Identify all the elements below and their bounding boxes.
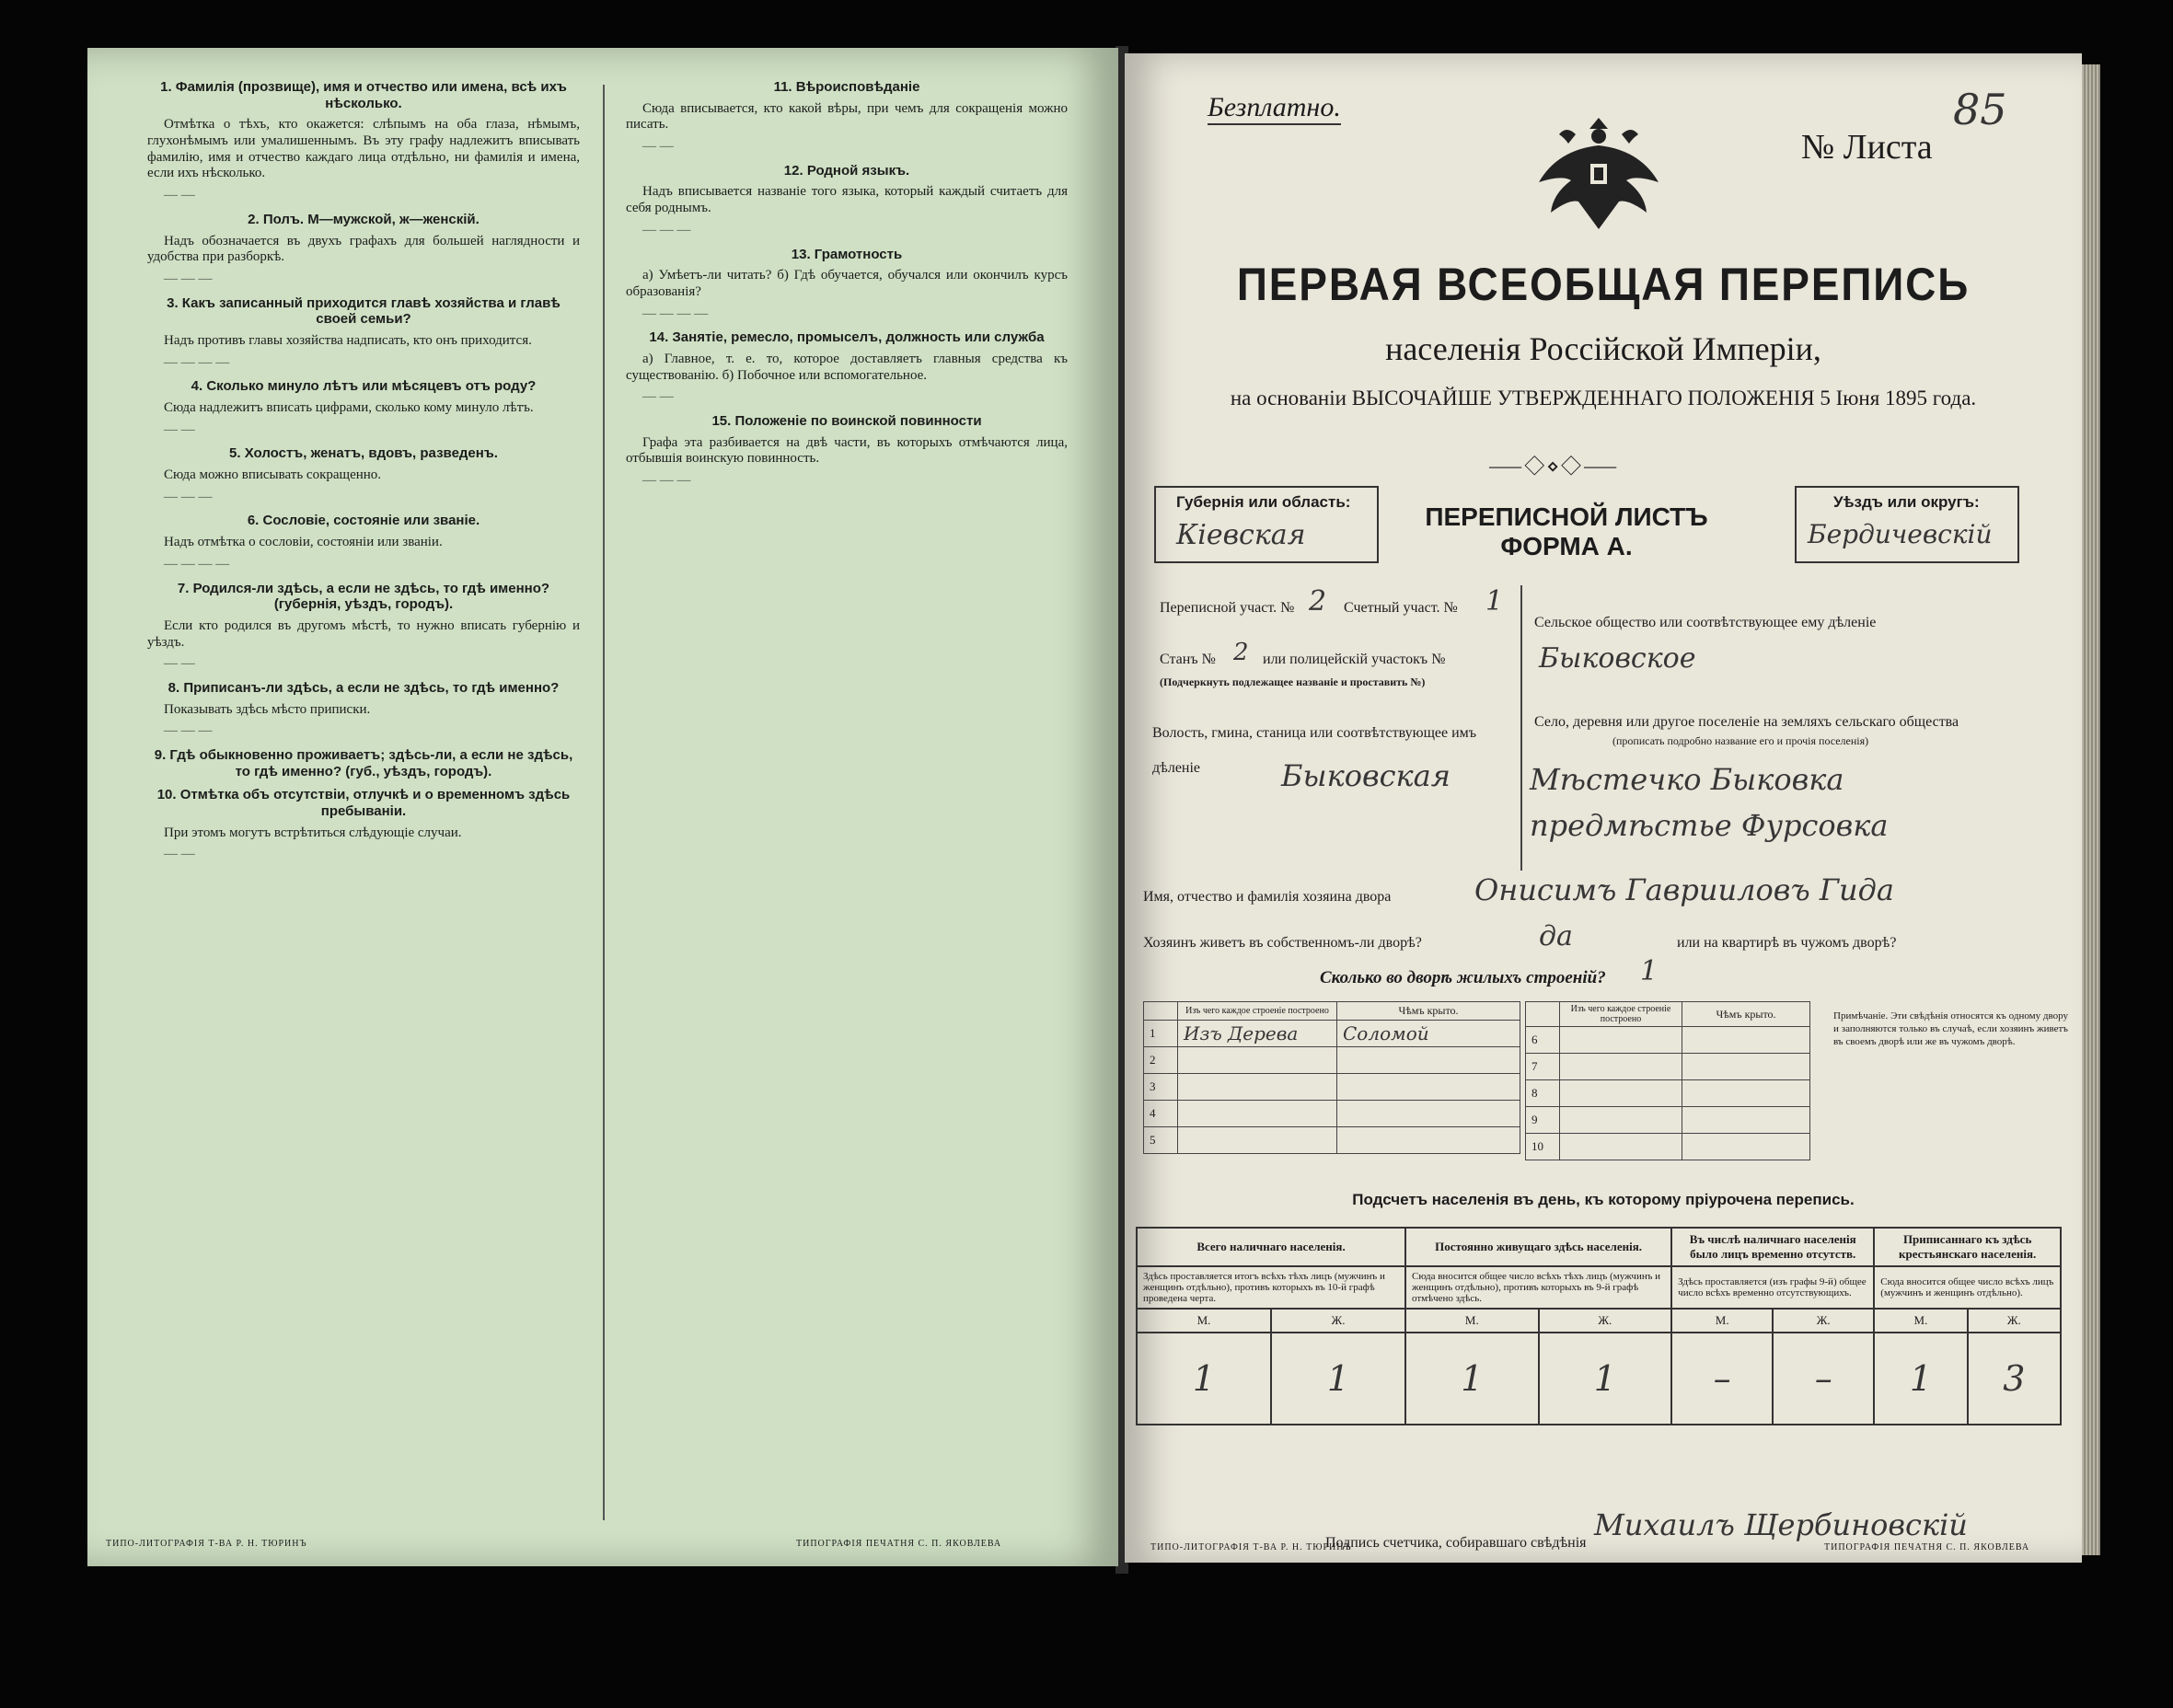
section-fine-print: — — — [642,473,691,489]
section-fine-print: — — — — [164,354,230,370]
section-text: Сюда можно вписывать сокращенно. [164,467,382,483]
building-row [1144,1074,1520,1101]
counting-section-value: 1 [1485,585,1504,617]
section-heading: 1. Фамилія (прозвище), имя и отчество или имена, всѣ ихъ нѣсколько. [160,79,567,111]
building-material [1560,1107,1682,1134]
section-heading: 13. Грамотность [791,246,903,262]
section-heading: 15. Положеніе по воинской повинности [711,413,982,429]
section-text: Надъ отмѣтка о сословіи, состояніи или званіи. [164,535,443,550]
section-fine-print: — — [164,847,195,862]
lives-label: Хозяинъ живетъ въ собственномъ-ли дворѣ? [1143,935,1422,951]
rural-society-value: Быковское [1539,642,1696,675]
pop-column-header: Постоянно живущаго здѣсь населенія. [1405,1228,1671,1266]
pop-column-description: Здѣсь проставляется итогъ всѣхъ тѣхъ лицъ (мужчинъ и женщинъ отдѣльно), противъ которыхъ въ 10-й графѣ проведена черта. [1137,1266,1405,1309]
building-row [1526,1134,1810,1160]
section-text: Надъ обозначается въ двухъ графахъ для большей наглядности и удобства при разборкѣ. [147,233,580,265]
printer-footer-left-2: ТИПО-ЛИТОГРАФІЯ Т-ВА Р. Н. ТЮРИНЪ [1150,1542,1352,1552]
section-heading: 5. Холостъ, женатъ, вдовъ, разведенъ. [229,445,498,462]
section-heading: 14. Занятіе, ремесло, промыселъ, должность или служба [649,329,1045,346]
section-text: а) Главное, т. е. то, которое доставляетъ главныя средства къ существованію. б) Побочное или вспомогательное. [626,351,1068,383]
section-text: Отмѣтка о тѣхъ, кто окажется: слѣпымъ на оба глаза, нѣмымъ, глухонѣмымъ или умалишеннымъ. Въ эту графу надлежитъ вписывать фамилію, имя и отчество каждаго лица отдѣльно, ни фамилія и имена, если ихъ нѣсколько. [147,117,580,181]
pop-sex-label: Ж. [1271,1309,1405,1333]
section-heading: 8. Приписанъ-ли здѣсь, а если не здѣсь, то гдѣ именно? [168,679,560,696]
section-text: Сюда вписывается, кто какой вѣры, при чемъ для сокращенія можно писать. [626,100,1068,133]
village-value-1: Мѣстечко Быковка [1530,762,1844,797]
buildings-label: Сколько во дворѣ жилыхъ строеній? [1320,968,1606,987]
section-heading: 11. Вѣроисповѣданіе [773,79,920,95]
double-headed-eagle-icon [1530,109,1668,237]
pop-sex-label: М. [1671,1309,1773,1333]
pop-count-value: 1 [1405,1333,1539,1425]
stan-note: (Подчеркнуть подлежащее названіе и проставить №) [1160,675,1426,688]
pop-sex-label: М. [1874,1309,1967,1333]
building-number: 7 [1526,1054,1560,1080]
building-material [1560,1054,1682,1080]
signature-label: Подпись счетчика, собиравшаго свѣдѣнія [1325,1535,1587,1551]
building-material [1560,1027,1682,1054]
owner-label: Имя, отчество и фамилія хозяина двора [1143,889,1392,905]
section-text: Надъ вписывается названіе того языка, который каждый считаетъ для себя роднымъ. [626,184,1068,216]
lives-alt-label: или на квартирѣ въ чужомъ дворѣ? [1677,935,1897,951]
section-text: Графа эта разбивается на двѣ части, въ которыхъ отмѣчаются лица, отбывшія воинскую повинность. [626,434,1068,467]
building-roof [1682,1054,1810,1080]
building-number: 6 [1526,1027,1560,1054]
pop-count-value: – [1773,1333,1874,1425]
pop-count-value: 1 [1271,1333,1405,1425]
section-heading: 2. Полъ. М—мужской, ж—женскій. [248,211,480,227]
building-material [1560,1134,1682,1160]
population-title: Подсчетъ населенія въ день, къ которому пріурочена перепись. [1352,1191,1855,1208]
bld-header-roof-2: Чѣмъ крыто. [1682,1002,1810,1027]
building-number: 4 [1144,1101,1178,1127]
buildings-note: Примѣчаніе. Эти свѣдѣнія относятся къ одному двору и заполняются только въ случаѣ, если хозяинъ живетъ въ своемъ дворѣ или же въ чужомъ дворѣ. [1833,1010,2068,1047]
section-fine-print: — — — — [164,556,230,571]
buildings-table-left [1143,1001,1520,1154]
volost-value: Быковская [1281,758,1451,793]
census-form-page [1125,53,2082,1563]
column-divider [603,85,605,1520]
building-number: 10 [1526,1134,1560,1160]
bld-header-material-2: Изъ чего каждое строеніе построено [1560,1002,1682,1027]
section-heading: 3. Какъ записанный приходится главѣ хозяйства и главѣ своей семьи? [167,294,561,328]
building-row [1144,1047,1520,1074]
village-value-2: предмѣстье Фурсовка [1530,808,1889,843]
building-row [1526,1054,1810,1080]
building-material [1178,1101,1337,1127]
section-fine-print: — — [164,656,195,672]
printer-footer-right-2: ТИПОГРАФІЯ ПЕЧАТНЯ С. П. ЯКОВЛЕВА [1824,1542,2030,1552]
building-row [1144,1021,1520,1047]
building-number: 5 [1144,1127,1178,1154]
pop-count-value: 1 [1137,1333,1271,1425]
section-text: Сюда надлежитъ вписать цифрами, сколько кому минуло лѣтъ. [164,400,534,415]
buildings-value: 1 [1640,955,1659,987]
section-heading: 6. Сословіе, состояніе или званіе. [247,513,480,529]
bld-header-material: Изъ чего каждое строеніе построено [1178,1002,1337,1021]
section-fine-print: — — — [164,271,213,286]
sheet-type-line2: ФОРМА А. [1500,532,1633,561]
census-section-value: 2 [1309,585,1327,617]
building-roof [1682,1107,1810,1134]
village-note: (прописать подробно название его и прочія поселенія) [1612,734,1869,747]
building-material [1178,1074,1337,1101]
instructions-column-1 [147,72,580,869]
stan-value: 2 [1233,639,1249,666]
buildings-table-right [1525,1001,1810,1160]
pop-sex-label: М. [1405,1309,1539,1333]
section-heading: 12. Родной языкъ. [783,162,910,179]
section-fine-print: — — [642,389,674,405]
section-heading: 9. Гдѣ обыкновенно проживаетъ; здѣсь-ли, а если не здѣсь, то гдѣ именно? (губ., уѣздъ, городъ). [154,747,573,779]
building-roof [1682,1080,1810,1107]
bld-header-roof: Чѣмъ крыто. [1337,1002,1520,1021]
pop-column-header: Въ числѣ наличнаго населенія было лицъ временно отсутств. [1671,1228,1874,1266]
building-row [1526,1107,1810,1134]
stan-label: Станъ № [1160,652,1216,667]
building-number: 8 [1526,1080,1560,1107]
section-text: Надъ противъ главы хозяйства надписать, кто онъ приходится. [164,332,532,348]
section-heading: 4. Сколько минуло лѣтъ или мѣсяцевъ отъ роду? [191,378,537,395]
building-roof: Соломой [1337,1021,1520,1047]
building-number: 3 [1144,1074,1178,1101]
instructions-page [87,48,1118,1566]
section-text: При этомъ могутъ встрѣтиться слѣдующіе случаи. [164,825,462,840]
population-table [1136,1227,2062,1425]
section-heading: 10. Отмѣтка объ отсутствіи, отлучкѣ и о временномъ здѣсь пребываніи. [156,787,571,820]
sheet-type-heading [1392,502,1741,561]
free-label: Безплатно. [1208,92,1341,125]
building-roof [1337,1101,1520,1127]
building-row [1144,1101,1520,1127]
sheet-type-line1: ПЕРЕПИСНОЙ ЛИСТЪ [1425,502,1708,531]
section-text: Если кто родился въ другомъ мѣстѣ, то нужно вписать губернію и уѣздъ. [147,617,580,650]
section-text: Показывать здѣсь мѣсто приписки. [164,701,371,717]
census-basis: на основаніи ВЫСОЧАЙШЕ УТВЕРЖДЕННАГО ПОЛОЖЕНІЯ 5 Іюня 1895 года. [1230,387,1977,410]
instructions-column-2 [626,72,1068,495]
building-material: Изъ Дерева [1178,1021,1337,1047]
owner-value: Онисимъ Гаврииловъ Гида [1474,872,1894,907]
section-fine-print: — — — [164,489,213,504]
province-label: Губернія или область: [1176,493,1351,511]
village-label: Село, деревня или другое поселеніе на земляхъ сельскаго общества [1534,714,1959,730]
building-row [1144,1127,1520,1154]
building-row [1526,1027,1810,1054]
census-subtitle: населенія Россійской Имперіи, [1385,330,1821,367]
counting-section-label: Счетный участ. № [1344,600,1458,616]
printer-footer-right: ТИПОГРАФІЯ ПЕЧАТНЯ С. П. ЯКОВЛЕВА [796,1539,1002,1549]
province-box [1154,486,1379,563]
district-value: Бердичевскій [1808,519,1993,549]
building-roof [1337,1127,1520,1154]
police-label: или полицейскій участокъ № [1263,652,1446,667]
rural-society-label: Сельское общество или соотвѣтствующее ему дѣленіе [1534,615,1877,630]
building-roof [1337,1047,1520,1074]
census-section-label: Переписной участ. № [1160,600,1295,616]
building-material [1178,1047,1337,1074]
pop-sex-label: Ж. [1773,1309,1874,1333]
section-fine-print: — — [164,188,195,203]
building-material [1560,1080,1682,1107]
signature-value: Михаилъ Щербиновскій [1594,1507,1968,1542]
province-value: Кіевская [1176,519,1306,551]
section-text: а) Умѣетъ-ли читать? б) Гдѣ обучается, обучался или окончилъ курсъ образованія? [626,268,1068,299]
sheet-number-value: 85 [1953,85,2007,134]
pop-column-header: Всего наличнаго населенія. [1137,1228,1405,1266]
pop-sex-label: М. [1137,1309,1271,1333]
volost-label: Волость, гмина, станица или соотвѣтствующее имъ дѣленіе [1152,725,1477,777]
ornament-divider: ⸺◇⋄◇⸺ [1488,455,1620,478]
building-row [1526,1080,1810,1107]
census-title: ПЕРВАЯ ВСЕОБЩАЯ ПЕРЕПИСЬ [1236,259,1971,310]
section-heading: 7. Родился-ли здѣсь, а если не здѣсь, то гдѣ именно? (губернія, уѣздъ, городъ). [177,580,550,613]
form-divider [1520,585,1522,871]
page-edges [2082,64,2100,1555]
building-number: 9 [1526,1107,1560,1134]
pop-column-description: Здѣсь проставляется (изъ графы 9-й) общее число всѣхъ временно отсутствующихъ. [1671,1266,1874,1309]
section-fine-print: — — — [164,723,213,739]
building-number: 2 [1144,1047,1178,1074]
pop-column-header: Приписаннаго къ здѣсь крестьянскаго населенія. [1874,1228,2061,1266]
section-fine-print: — — — [642,222,691,237]
building-roof [1337,1074,1520,1101]
pop-count-value: 1 [1539,1333,1672,1425]
building-roof [1682,1134,1810,1160]
pop-count-value: 1 [1874,1333,1967,1425]
section-fine-print: — — [642,139,674,155]
district-label: Уѣздъ или округъ: [1833,493,1980,511]
pop-column-description: Сюда вносится общее число всѣхъ лицъ (мужчинъ и женщинъ отдѣльно). [1874,1266,2061,1309]
pop-sex-label: Ж. [1968,1309,2061,1333]
sheet-number-label: № Листа [1801,128,1933,167]
printer-footer-left: ТИПО-ЛИТОГРАФІЯ Т-ВА Р. Н. ТЮРИНЪ [106,1539,307,1549]
pop-count-value: – [1671,1333,1773,1425]
pop-sex-label: Ж. [1539,1309,1672,1333]
pop-count-value: 3 [1968,1333,2061,1425]
lives-value: да [1539,920,1573,952]
section-fine-print: — — — — [642,306,709,321]
pop-column-description: Сюда вносится общее число всѣхъ тѣхъ лицъ (мужчинъ и женщинъ отдѣльно), противъ которыхъ въ 9-й графѣ отмѣчено здѣсь. [1405,1266,1671,1309]
building-material [1178,1127,1337,1154]
building-number: 1 [1144,1021,1178,1047]
district-box [1795,486,2019,563]
building-roof [1682,1027,1810,1054]
section-fine-print: — — [164,421,195,437]
